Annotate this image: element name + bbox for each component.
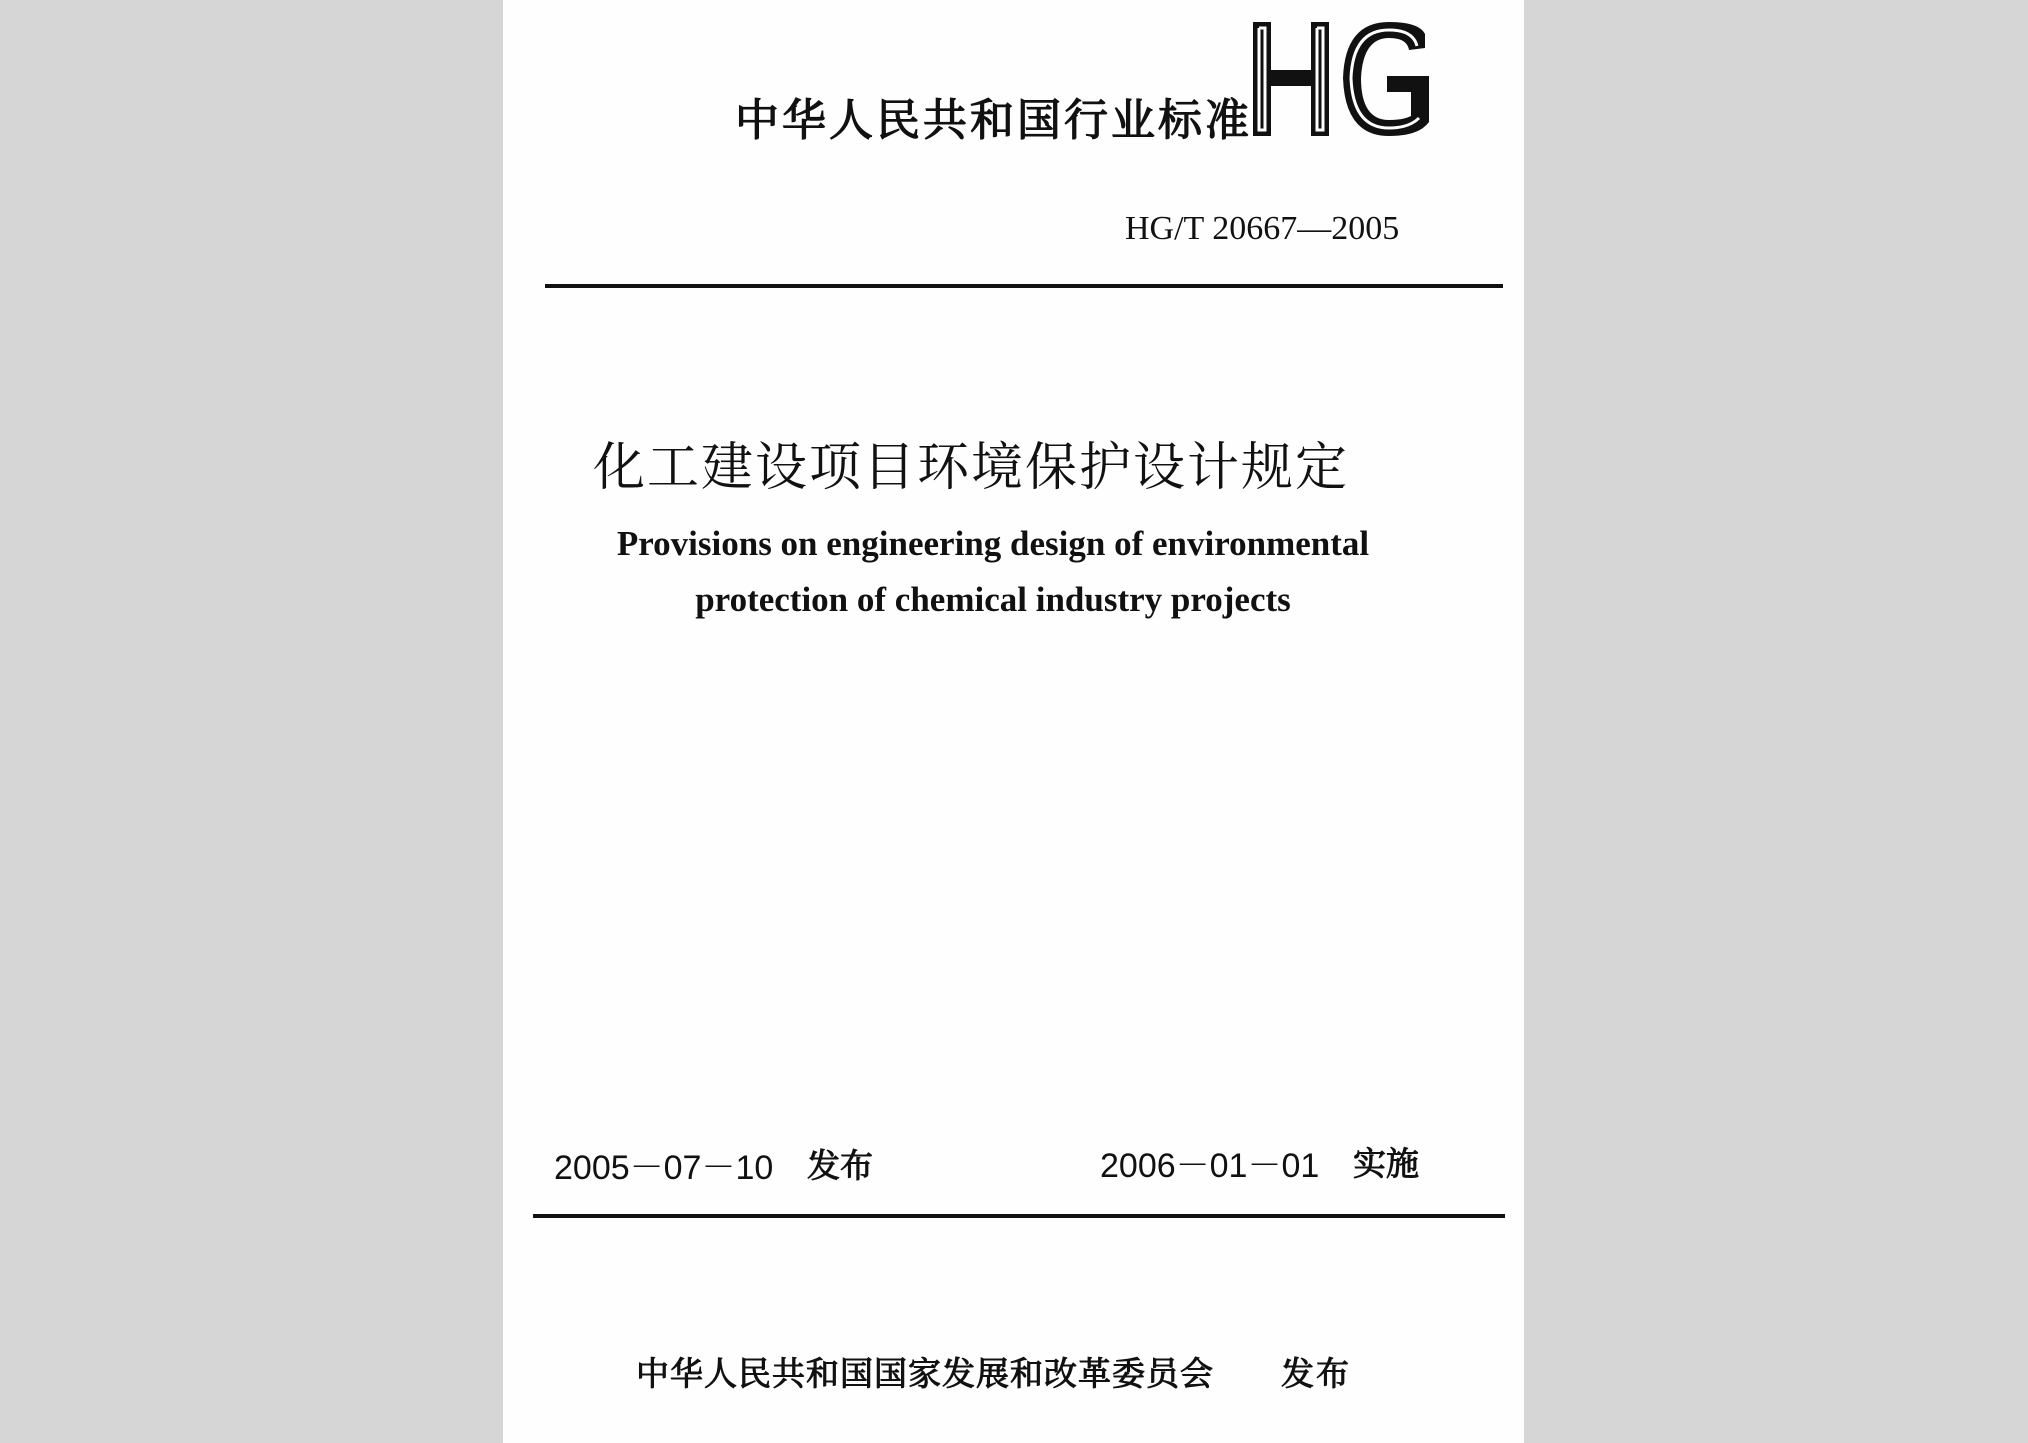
hg-logo-icon [1249,18,1434,140]
issue-date: 2005－07－10 [554,1149,774,1187]
implementation-label: 实施 [1353,1144,1419,1183]
document-page [503,0,1524,1443]
publisher-name: 中华人民共和国国家发展和改革委员会 [636,1354,1214,1393]
bottom-divider [533,1214,1505,1218]
title-english-line-1: Provisions on engineering design of environmental [616,524,1370,563]
publisher-label: 发布 [1281,1354,1351,1393]
top-divider [545,284,1503,288]
implementation-date: 2006－01－01 [1100,1147,1320,1185]
title-english-line-2: protection of chemical industry projects [695,580,1291,619]
standard-number: HG/T 20667—2005 [1125,210,1400,247]
standard-category: 中华人民共和国行业标准 [735,95,1252,146]
title-chinese: 化工建设项目环境保护设计规定 [593,438,1350,498]
issue-label: 发布 [807,1146,873,1185]
